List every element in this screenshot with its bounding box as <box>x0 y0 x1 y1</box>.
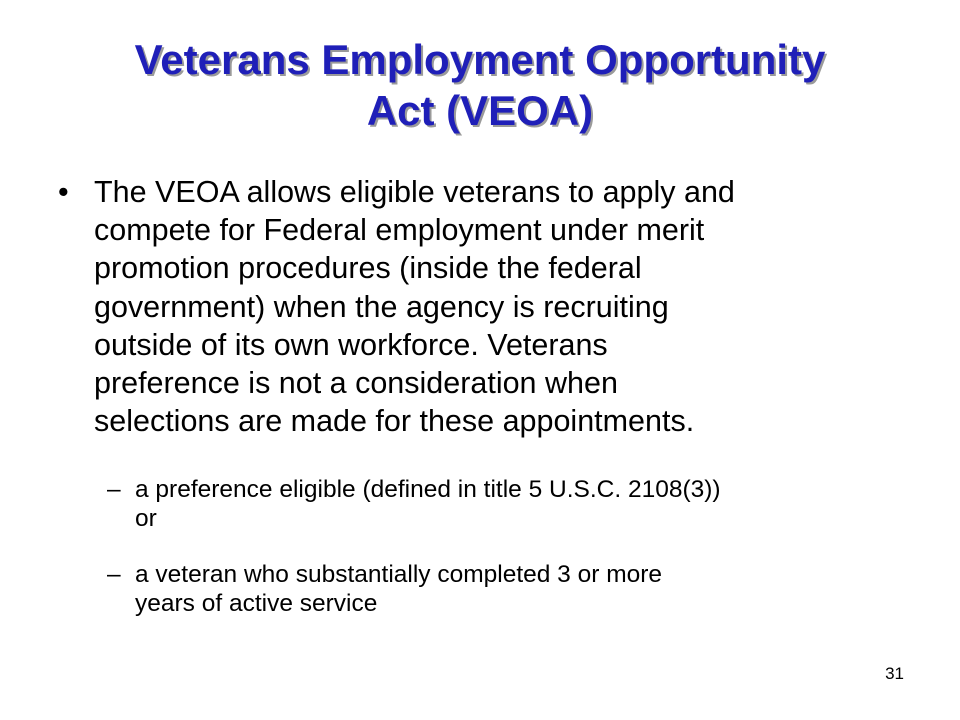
slide-title-line-2: Act (VEOA) <box>366 87 594 134</box>
main-bullet-line-6: preference is not a consideration when <box>94 366 618 401</box>
sub-bullet-dash: – <box>107 476 121 503</box>
sub-bullet-text <box>135 561 915 618</box>
page-number: 31 <box>885 664 904 683</box>
sub-bullet-2-line-1: a veteran who substantially completed 3 or more <box>135 561 663 588</box>
slide-title-line-1: Veterans Employment Opportunity <box>134 36 826 83</box>
main-bullet-line-3: promotion procedures (inside the federal <box>94 251 642 286</box>
main-bullet-line-1: The VEOA allows eligible veterans to apply and <box>94 175 735 209</box>
sub-bullet-text <box>135 476 915 533</box>
bullet-marker: • <box>58 175 69 209</box>
slide-title <box>40 34 920 136</box>
main-bullet-line-2: compete for Federal employment under merit <box>94 213 705 248</box>
main-bullet-text <box>94 173 904 440</box>
sub-bullet-2-line-2: years of active service <box>135 589 378 617</box>
main-bullet-line-7: selections are made for these appointments. <box>94 404 695 439</box>
sub-bullet-1-line-1: a preference eligible (defined in title 5 U.S.C. 2108(3)) <box>135 476 721 503</box>
main-bullet-line-5: outside of its own workforce. Veterans <box>94 327 608 362</box>
sub-bullet-1-line-2: or <box>135 504 157 532</box>
sub-bullet-dash: – <box>107 561 121 588</box>
main-bullet-line-4: government) when the agency is recruiting <box>94 289 669 324</box>
